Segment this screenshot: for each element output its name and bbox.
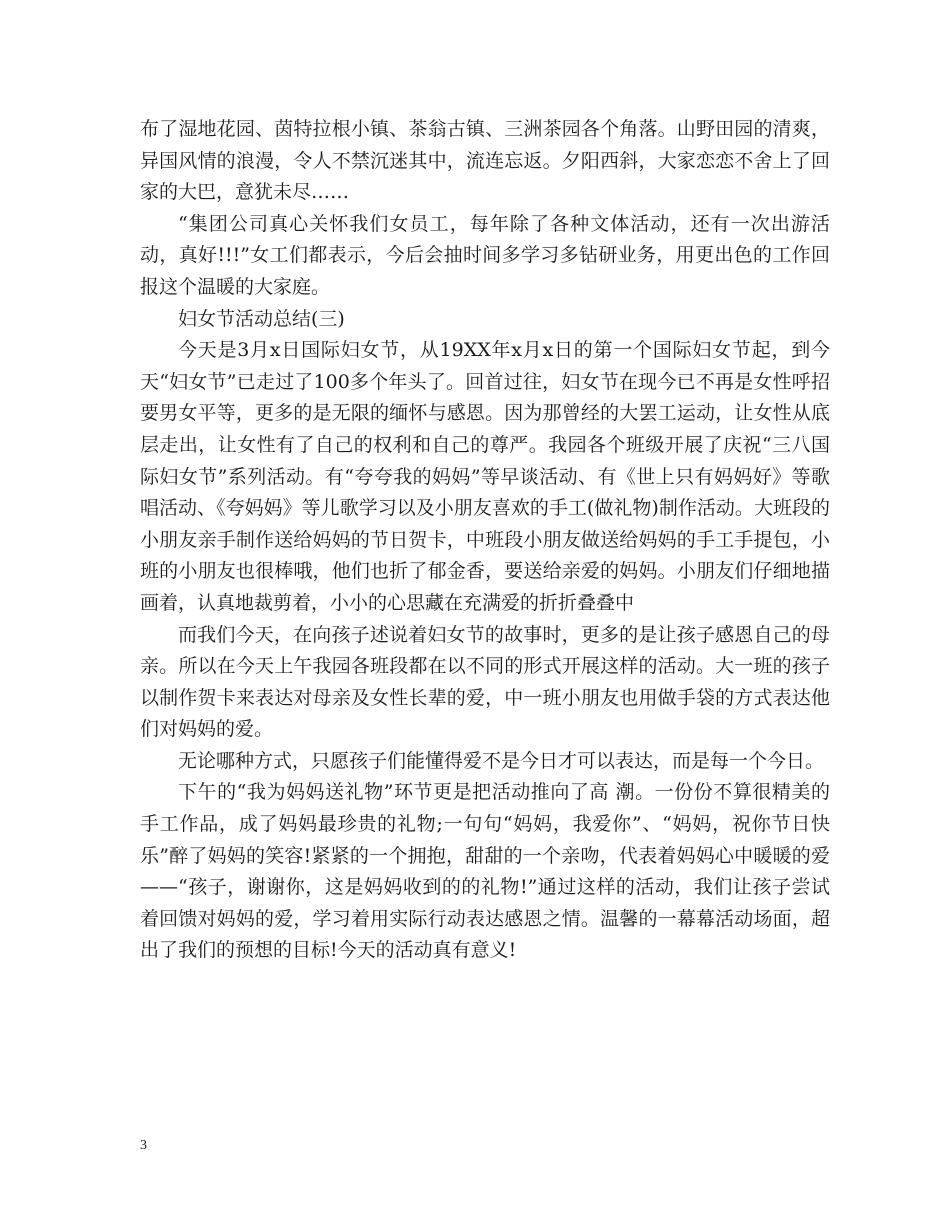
section-heading: 妇女节活动总结(三)	[178, 307, 345, 330]
page-number: 3	[140, 1138, 147, 1153]
paragraph-employee-quote: “集团公司真心关怀我们女员工，每年除了各种文体活动，还有一次出游活动，真好!!!”女工们都表示，今后会抽时间多学习多钻研业务，用更出色的工作回报这个温暖的大家庭。	[140, 212, 830, 298]
paragraph-gift-activity: 下午的“我为妈妈送礼物”环节更是把活动推向了高 潮。一份份不算很精美的手工作品，成了妈妈最珍贵的礼物;一句句“妈妈，我爱你”、“妈妈，祝你节日快乐”醉了妈妈的笑容!紧紧的一个拥抱，甜甜的一个亲吻，代表着妈妈心中暖暖的爱——“孩子，谢谢你，这是妈妈收到的的礼物!”通过这样的活动，我们让孩子尝试着回馈对妈妈的爱，学习着用实际行动表达感恩之情。温馨的一幕幕活动场面，超出了我们的预想的目标!今天的活动真有意义!	[140, 781, 830, 962]
paragraph-continuation: 布了湿地花园、茵特拉根小镇、茶翁古镇、三洲茶园各个角落。山野田园的清爽，异国风情的浪漫，令人不禁沉迷其中，流连忘返。夕阳西斜，大家恋恋不舍上了回家的大巴，意犹未尽……	[140, 118, 830, 204]
document-body	[140, 114, 830, 967]
paragraph-womens-day-intro: 今天是3月x日国际妇女节，从19XX年x月x日的第一个国际妇女节起，到今天“妇女节”已走过了100多个年头了。回首过往，妇女节在现今已不再是女性呼招要男女平等，更多的是无限的缅怀与感恩。因为那曾经的大罢工运动，让女性从底层走出，让女性有了自己的权利和自己的尊严。我园各个班级开展了庆祝“三八国际妇女节”系列活动。有“夸夸我的妈妈”等早谈活动、有《世上只有妈妈好》等歌唱活动、《夸妈妈》等儿歌学习以及小朋友喜欢的手工(做礼物)制作活动。大班段的小朋友亲手制作送给妈妈的节日贺卡，中班段小朋友做送给妈妈的手工手提包，小班的小朋友也很棒哦，他们也折了郁金香，要送给亲爱的妈妈。小朋友们仔细地描画着，认真地裁剪着，小小的心思藏在充满爱的折折叠叠中	[140, 339, 830, 614]
paragraph-every-day: 无论哪种方式，只愿孩子们能懂得爱不是今日才可以表达，而是每一个今日。	[178, 749, 825, 772]
paragraph-children-gratitude: 而我们今天，在向孩子述说着妇女节的故事时，更多的是让孩子感恩自己的母亲。所以在今天上午我园各班段都在以不同的形式开展这样的活动。大一班的孩子以制作贺卡来表达对母亲及女性长辈的爱，中一班小朋友也用做手袋的方式表达他们对妈妈的爱。	[140, 623, 830, 741]
